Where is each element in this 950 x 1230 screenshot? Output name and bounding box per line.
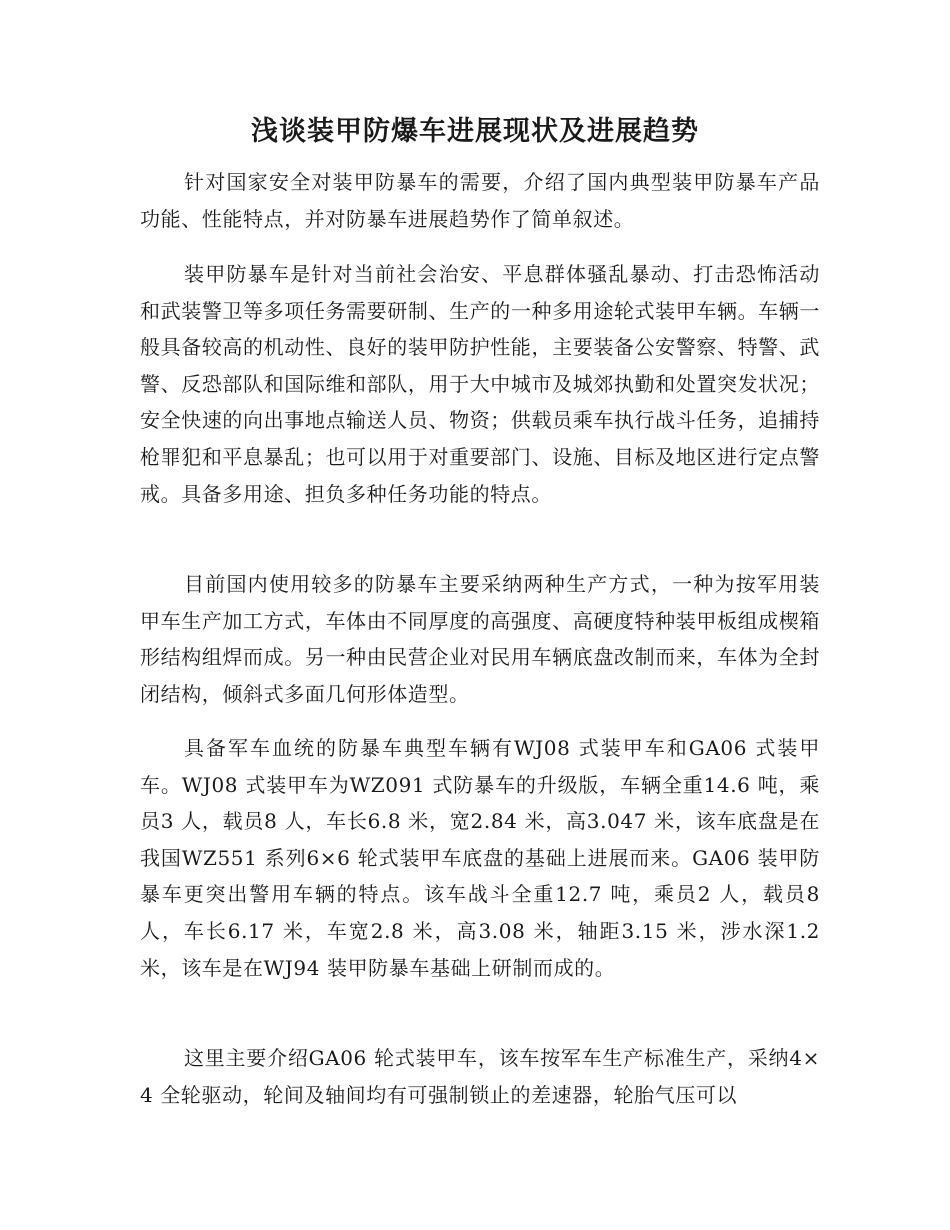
paragraph-typical-vehicles: 具备军车血统的防暴车典型车辆有WJ08 式装甲车和GA06 式装甲车。WJ08 式装甲车为WZ091 式防暴车的升级版，车辆全重14.6 吨，乘员3 人，载员8 人，车长6.8 米，宽2.84 米，高3.047 米，该车底盘是在我国WZ551 系列6×6 轮式装甲车底盘的基础上进展而来。GA06 装甲防暴车更突出警用车辆的特点。该车战斗全重12.7 吨，乘员2 人，载员8 人，车长6.17 米，车宽2.8 米，高3.08 米，轴距3.15 米，涉水深1.2 米，该车是在WJ94 装甲防暴车基础上研制而成的。	[140, 736, 820, 980]
paragraph-ga06-intro: 这里主要介绍GA06 轮式装甲车，该车按军车生产标准生产，采纳4×4 全轮驱动，轮间及轴间均有可强制锁止的差速器，轮胎气压可以	[140, 1046, 820, 1107]
paragraph-production-methods: 目前国内使用较多的防暴车主要采纳两种生产方式，一种为按军用装甲车生产加工方式，车体由不同厚度的高强度、高硬度特种装甲板组成楔箱形结构组焊而成。另一种由民营企业对民用车辆底盘改制而来，车体为全封闭结构，倾斜式多面几何形体造型。	[140, 572, 820, 706]
document-title: 浅谈装甲防爆车进展现状及进展趋势	[251, 116, 699, 147]
paragraph-abstract: 针对国家安全对装甲防暴车的需要，介绍了国内典型装甲防暴车产品功能、性能特点，并对防暴车进展趋势作了简单叙述。	[140, 170, 820, 231]
paragraph-definition: 装甲防暴车是针对当前社会治安、平息群体骚乱暴动、打击恐怖活动和武装警卫等多项任务需要研制、生产的一种多用途轮式装甲车辆。车辆一般具备较高的机动性、良好的装甲防护性能，主要装备公安警察、特警、武警、反恐部队和国际维和部队，用于大中城市及城郊执勤和处置突发状况；安全快速的向出事地点输送人员、物资；供载员乘车执行战斗任务，追捕持枪罪犯和平息暴乱；也可以用于对重要部门、设施、目标及地区进行定点警戒。具备多用途、担负多种任务功能的特点。	[140, 262, 820, 506]
